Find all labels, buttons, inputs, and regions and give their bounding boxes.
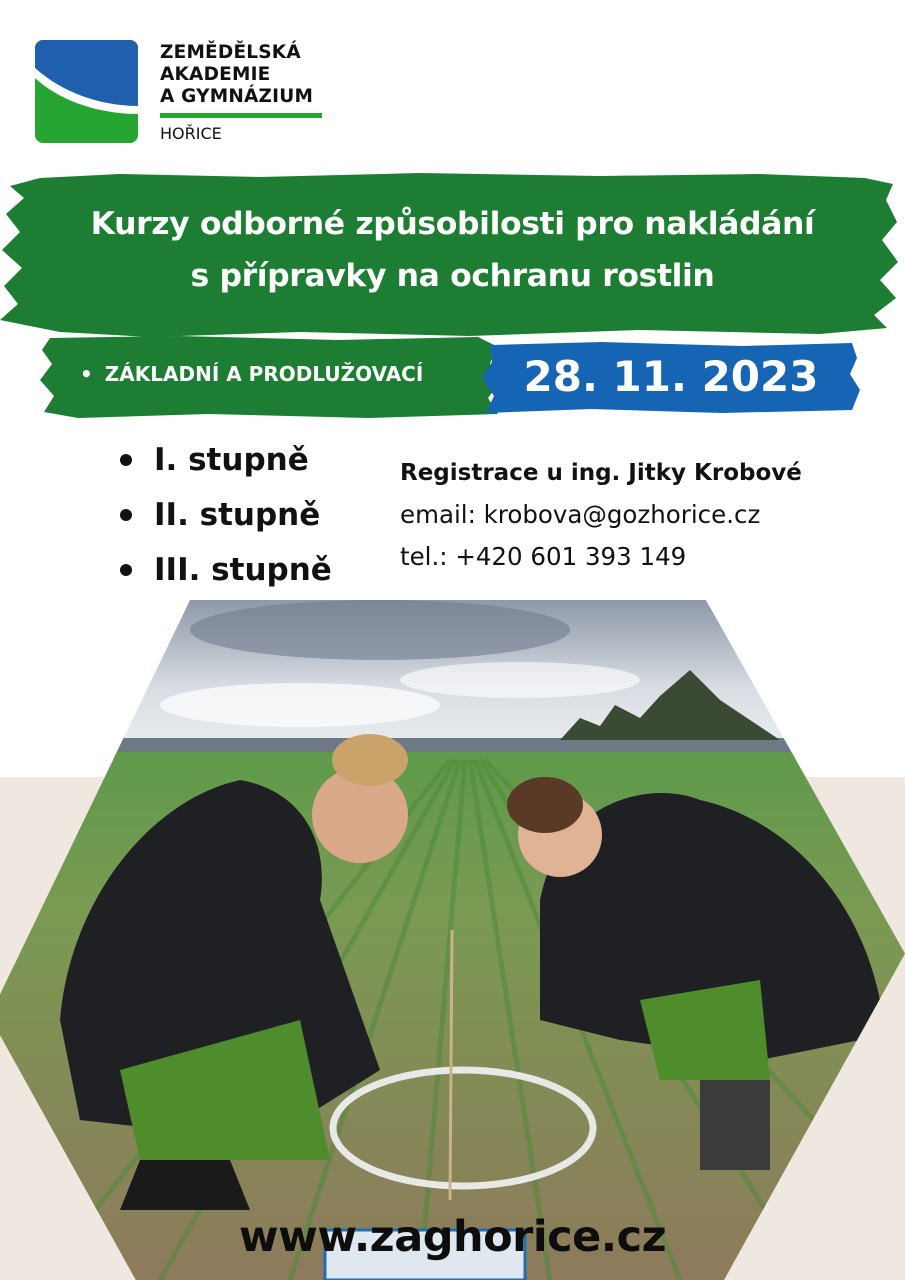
title-banner — [0, 170, 905, 342]
logo-line-2: AKADEMIE — [160, 64, 271, 85]
website-link[interactable]: www.zaghorice.cz — [238, 1212, 667, 1262]
page-title — [20, 198, 885, 302]
level-label: I. stupně — [154, 441, 309, 478]
logo-wordmark — [160, 42, 330, 108]
registration-title: Registrace u ing. Jitky Krobové — [400, 460, 802, 486]
list-item — [120, 542, 332, 597]
bullet-icon: • — [80, 362, 93, 386]
registration-email[interactable]: email: krobova@gozhorice.cz — [400, 500, 761, 529]
course-date: 28. 11. 2023 — [523, 352, 819, 401]
title-line-1: Kurzy odborné způsobilosti pro nakládání — [90, 206, 815, 242]
title-line-2: s přípravky na ochranu rostlin — [190, 258, 715, 294]
course-type-label — [80, 362, 423, 386]
logo-mark-icon — [35, 40, 138, 143]
registration-phone[interactable]: tel.: +420 601 393 149 — [400, 542, 687, 571]
logo-city: HOŘICE — [160, 124, 222, 143]
levels-list — [120, 432, 332, 597]
logo-line-3: A GYMNÁZIUM — [160, 86, 314, 107]
list-item — [120, 487, 332, 542]
list-item — [120, 432, 332, 487]
level-label: III. stupně — [154, 551, 332, 588]
course-type-text: ZÁKLADNÍ A PRODLUŽOVACÍ — [104, 362, 424, 386]
field-photo — [0, 600, 905, 1280]
bullet-icon — [120, 509, 132, 521]
level-label: II. stupně — [154, 496, 321, 533]
logo-line-1: ZEMĚDĚLSKÁ — [160, 42, 301, 63]
bullet-icon — [120, 454, 132, 466]
logo-divider — [160, 113, 322, 118]
field-photo-illustration — [0, 600, 905, 1280]
bullet-icon — [120, 564, 132, 576]
school-logo — [35, 40, 335, 150]
registration-block — [400, 452, 880, 578]
